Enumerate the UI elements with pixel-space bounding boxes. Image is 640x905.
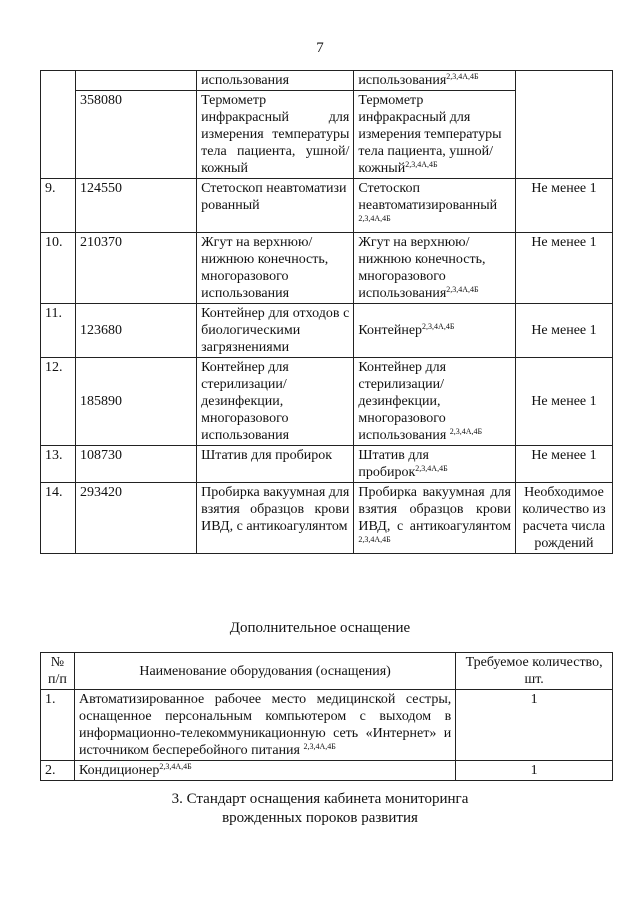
code-cell: 358080	[75, 91, 196, 179]
header-name: Наименование оборудования (оснащения)	[74, 653, 455, 690]
row-number-cell	[41, 71, 76, 179]
code-cell: 185890	[75, 358, 196, 446]
qty-cell: 1	[456, 761, 613, 781]
qty-cell: Не менее 1	[515, 304, 612, 358]
qty-cell: 1	[456, 690, 613, 761]
name-cell: Пробирка вакуумная для взятия образцов крови ИВД, с антикоагулянтом	[197, 483, 354, 554]
row-number-cell: 2.	[41, 761, 75, 781]
additional-equipment-table	[40, 652, 613, 781]
section-3-title-line2: врожденных пороков развития	[222, 810, 418, 826]
name-cell: использования	[197, 71, 354, 91]
table-header-row	[41, 653, 613, 690]
code-cell: 124550	[75, 179, 196, 233]
additional-equipment-title: Дополнительное оснащение	[229, 620, 411, 636]
desc-cell: Контейнер$^{2,3,4А,4Б}$	[354, 304, 516, 358]
name-cell: Контейнер для стерилизации/ дезинфекции, многоразового использования	[197, 358, 354, 446]
code-cell: 123680	[75, 304, 196, 358]
section-3-title-line1: 3. Стандарт оснащения кабинета мониторинга	[171, 791, 469, 807]
desc-cell: Стетоскоп неавтоматизированный $^{2,3,4А,4Б}$	[354, 179, 516, 233]
table-row	[41, 179, 613, 233]
name-cell: Контейнер для отходов с биологическими загрязнениями	[197, 304, 354, 358]
page-number: 7	[316, 40, 324, 56]
code-cell	[75, 71, 196, 91]
code-cell: 210370	[75, 233, 196, 304]
header-qty: Требуемое количество, шт.	[456, 653, 613, 690]
row-number-cell: 9.	[41, 179, 76, 233]
table-row	[41, 71, 613, 91]
name-cell: Стетоскоп неавтоматизированный	[197, 179, 354, 233]
section-3-title	[0, 790, 640, 828]
table-row	[41, 446, 613, 483]
row-number-cell: 14.	[41, 483, 76, 554]
row-number-cell: 11.	[41, 304, 76, 358]
table-row	[41, 358, 613, 446]
name-cell: Автоматизированное рабочее место медицинской сестры, оснащенное персональным компьютером с выходом в информационно-телекоммуникационную сеть «Интернет» и источником бесперебойного питания $^{2,3,4А,4Б}$	[74, 690, 455, 761]
desc-cell: Пробирка вакуумная для взятия образцов крови ИВД, с антикоагулянтом $^{2,3,4А,4Б}$	[354, 483, 516, 554]
row-number-cell: 13.	[41, 446, 76, 483]
name-cell: Штатив для пробирок	[197, 446, 354, 483]
table-row	[41, 304, 613, 358]
desc-cell: Жгут на верхнюю/нижнюю конечность, многоразового использования$^{2,3,4А,4Б}$	[354, 233, 516, 304]
qty-cell	[515, 71, 612, 179]
code-cell: 293420	[75, 483, 196, 554]
name-cell: Кондиционер$^{2,3,4А,4Б}$	[74, 761, 455, 781]
name-cell: Жгут на верхнюю/нижнюю конечность, многоразового использования	[197, 233, 354, 304]
desc-cell: использования$^{2,3,4А,4Б}$	[354, 71, 516, 91]
desc-cell: Штатив для пробирок$^{2,3,4А,4Б}$	[354, 446, 516, 483]
row-number-cell: 12.	[41, 358, 76, 446]
code-cell: 108730	[75, 446, 196, 483]
desc-cell: Термометр инфракрасный для измерения температуры тела пациента, ушной/ кожный$^{2,3,4А,4Б}$	[354, 91, 516, 179]
row-number-cell: 10.	[41, 233, 76, 304]
table-row	[41, 483, 613, 554]
header-num: № п/п	[41, 653, 75, 690]
table-row	[41, 690, 613, 761]
row-number-cell: 1.	[41, 690, 75, 761]
table-row	[41, 761, 613, 781]
qty-cell: Не менее 1	[515, 233, 612, 304]
desc-cell: Контейнер для стерилизации/ дезинфекции, многоразового использования $^{2,3,4А,4Б}$	[354, 358, 516, 446]
qty-cell: Не менее 1	[515, 358, 612, 446]
qty-cell: Не менее 1	[515, 179, 612, 233]
qty-cell: Не менее 1	[515, 446, 612, 483]
table-row	[41, 233, 613, 304]
qty-cell: Необходимое количество из расчета числа рождений	[515, 483, 612, 554]
equipment-table	[40, 70, 613, 554]
name-cell: Термометр инфракрасный для измерения температуры тела пациента, ушной/кожный	[197, 91, 354, 179]
